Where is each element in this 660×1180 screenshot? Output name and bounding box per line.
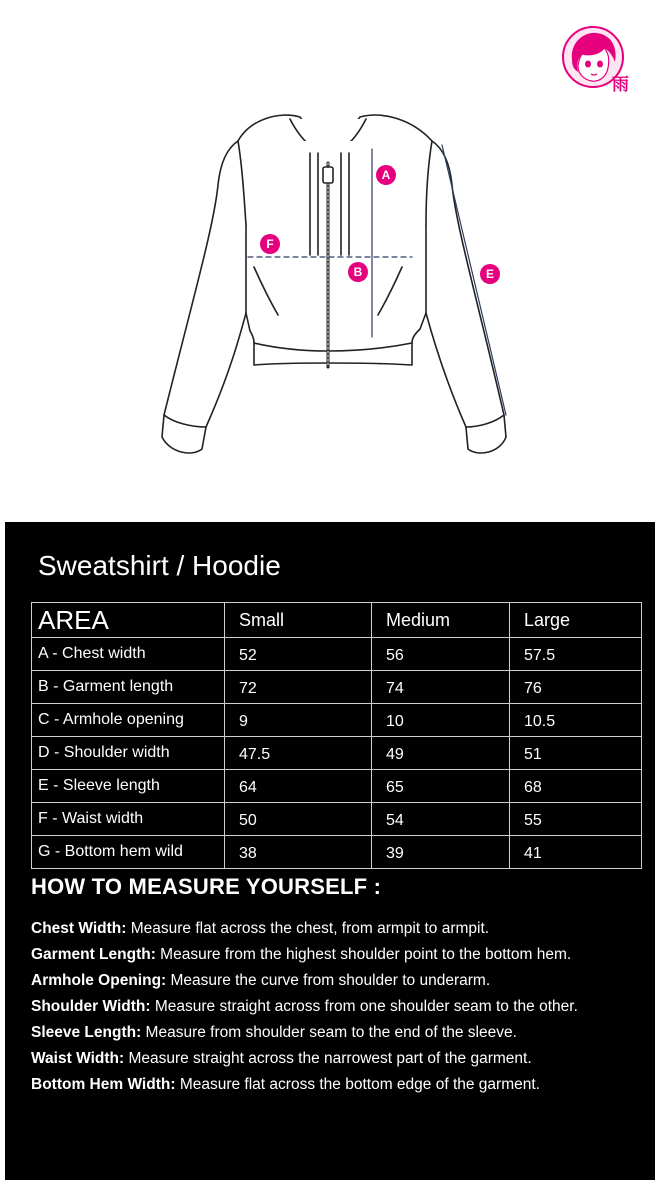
list-item (31, 942, 651, 968)
marker-a (376, 165, 396, 185)
cell-medium: 54 (372, 803, 510, 836)
instruction-text: Measure straight across the narrowest part of the garment. (124, 1050, 532, 1067)
instruction-label: Chest Width: (31, 920, 127, 937)
size-table (31, 602, 642, 869)
svg-text:E: E (485, 267, 495, 281)
header-medium: Medium (372, 603, 510, 638)
table-row (32, 638, 642, 671)
cell-area: E - Sleeve length (32, 770, 225, 803)
instruction-label: Waist Width: (31, 1050, 125, 1067)
table-row (32, 836, 642, 869)
diagram-area (0, 0, 660, 522)
instruction-text: Measure from shoulder seam to the end of the sleeve. (141, 1024, 517, 1041)
body-outline (162, 141, 506, 453)
cell-medium: 56 (372, 638, 510, 671)
table-row (32, 671, 642, 704)
instruction-text: Measure from the highest shoulder point to the bottom hem. (155, 946, 572, 963)
how-to-heading: HOW TO MEASURE YOURSELF : (31, 874, 382, 899)
cell-large: 10.5 (510, 704, 642, 737)
marker-b (348, 262, 368, 282)
list-item (31, 916, 651, 942)
cell-small: 52 (225, 638, 372, 671)
instruction-text: Measure the curve from shoulder to underarm. (166, 972, 491, 989)
cell-small: 64 (225, 770, 372, 803)
header-large: Large (510, 603, 642, 638)
list-item (31, 994, 651, 1020)
instruction-label: Armhole Opening: (31, 972, 167, 989)
cell-area: C - Armhole opening (32, 704, 225, 737)
cell-medium: 65 (372, 770, 510, 803)
cell-large: 57.5 (510, 638, 642, 671)
instruction-text: Measure straight across from one shoulder seam to the other. (150, 998, 578, 1015)
list-item (31, 1046, 651, 1072)
cell-medium: 49 (372, 737, 510, 770)
instruction-label: Shoulder Width: (31, 998, 151, 1015)
page-title: Sweatshirt / Hoodie (38, 550, 281, 581)
cell-small: 47.5 (225, 737, 372, 770)
table-row (32, 770, 642, 803)
cell-area: B - Garment length (32, 671, 225, 704)
table-row (32, 704, 642, 737)
instruction-label: Garment Length: (31, 946, 156, 963)
list-item (31, 968, 651, 994)
instruction-text: Measure flat across the bottom edge of the garment. (175, 1076, 540, 1093)
svg-text:B: B (353, 265, 363, 279)
list-item (31, 1020, 651, 1046)
marker-e (480, 264, 500, 284)
table-row (32, 737, 642, 770)
cell-medium: 10 (372, 704, 510, 737)
svg-text:A: A (381, 168, 391, 182)
table-row (32, 803, 642, 836)
hoodie-diagram (150, 105, 520, 475)
anime-girl-logo-icon (560, 24, 630, 94)
size-chart-panel (5, 522, 655, 1180)
cell-area: G - Bottom hem wild (32, 836, 225, 869)
cell-large: 41 (510, 836, 642, 869)
instruction-label: Sleeve Length: (31, 1024, 142, 1041)
instruction-text: Measure flat across the chest, from armpit to armpit. (126, 920, 490, 937)
header-small: Small (225, 603, 372, 638)
instruction-label: Bottom Hem Width: (31, 1076, 176, 1093)
svg-text:F: F (266, 237, 274, 251)
cell-area: A - Chest width (32, 638, 225, 671)
cell-small: 38 (225, 836, 372, 869)
cell-large: 51 (510, 737, 642, 770)
table-header-row (32, 603, 642, 638)
marker-f (260, 234, 280, 254)
cell-large: 68 (510, 770, 642, 803)
cell-medium: 74 (372, 671, 510, 704)
cell-large: 55 (510, 803, 642, 836)
cell-small: 50 (225, 803, 372, 836)
list-item (31, 1072, 651, 1098)
cell-area: F - Waist width (32, 803, 225, 836)
how-to-list (31, 916, 651, 1098)
cell-small: 9 (225, 704, 372, 737)
cell-medium: 39 (372, 836, 510, 869)
logo-character: 雨 (612, 75, 629, 94)
cell-area: D - Shoulder width (32, 737, 225, 770)
header-area: AREA (32, 603, 225, 638)
cell-large: 76 (510, 671, 642, 704)
cell-small: 72 (225, 671, 372, 704)
